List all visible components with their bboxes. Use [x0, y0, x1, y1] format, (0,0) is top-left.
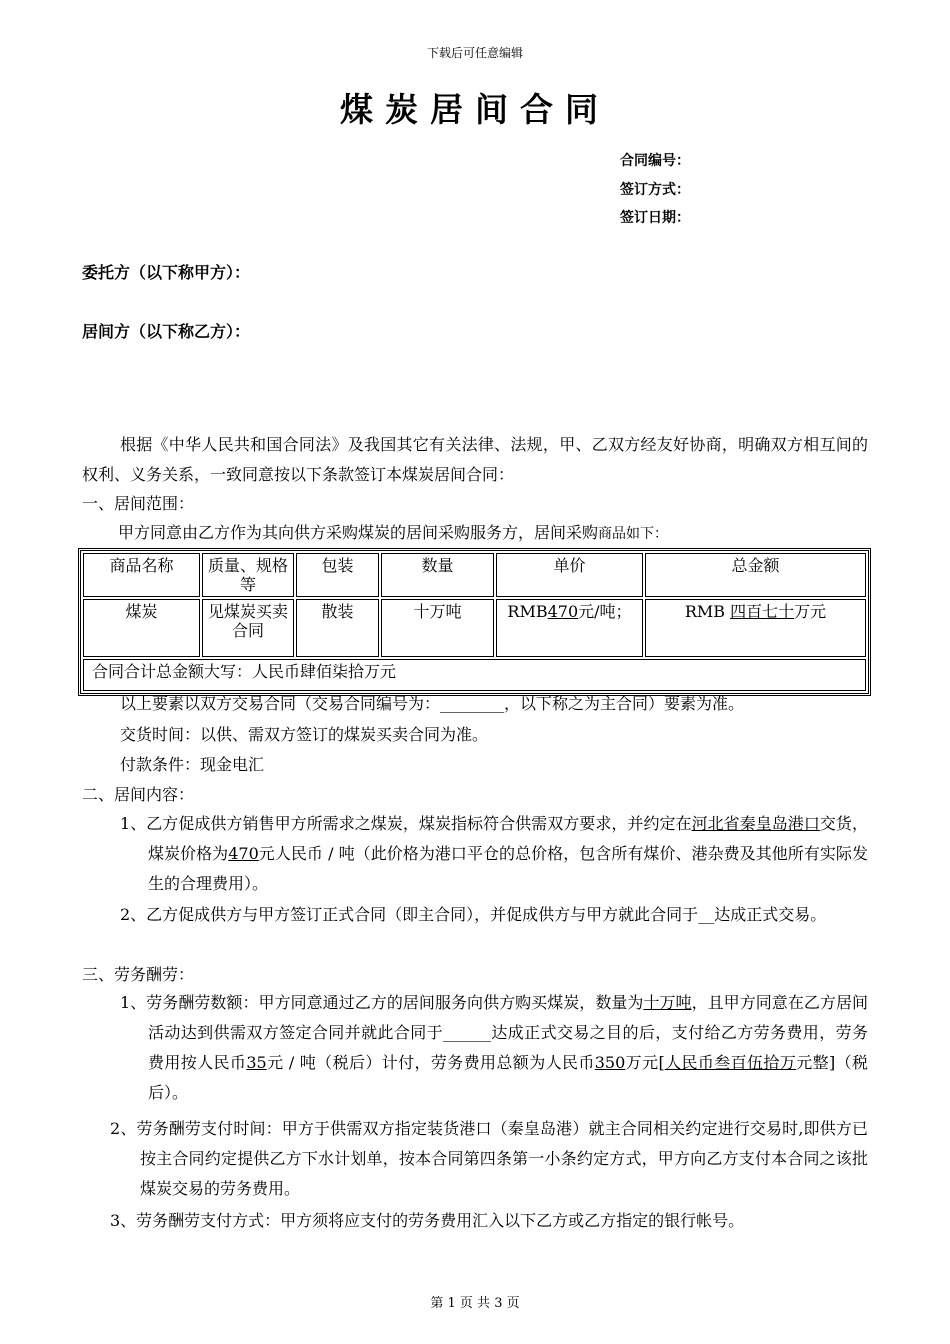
cell-name: 煤炭 — [83, 599, 200, 657]
section-2-heading: 二、居间内容： — [82, 785, 195, 804]
s3-item1-text-d: 元 / 吨（税后）计付，劳务费用总额为人民币 — [266, 1053, 595, 1072]
goods-table — [78, 548, 871, 696]
document-title: 煤炭居间合同 — [340, 90, 610, 129]
price-prefix: RMB — [507, 602, 548, 621]
header-cell-packing: 包装 — [296, 553, 379, 597]
main-contract-text-b: ，以下称之为主合同）要素为准。 — [504, 694, 745, 713]
header-note: 下载后可任意编辑 — [426, 46, 523, 60]
s3-item1-amount: 350 — [594, 1053, 626, 1072]
party-b-label: 居间方（以下称乙方）： — [82, 322, 251, 341]
section-1-intro — [118, 518, 878, 549]
s3-item1-text-b: ，且甲方同意在乙方居间活动达到供需双方签定合同并就此合同于 — [148, 993, 868, 1042]
section-1-intro-text: 甲方同意由乙方作为其向供方采购煤炭的居间采购服务方，居间采购 — [118, 523, 599, 542]
total-in-words: 合同合计总金额大写：人民币肆佰柒拾万元 — [83, 659, 866, 691]
table-row — [83, 599, 866, 657]
header-cell-quality: 质量、规格等 — [202, 553, 294, 597]
total-value: 四百七十 — [730, 602, 795, 621]
section-3-heading: 三、劳务酬劳： — [82, 965, 195, 984]
price-suffix: 元/吨； — [578, 602, 632, 621]
cell-quality: 见煤炭买卖合同 — [202, 599, 294, 657]
header-cell-name: 商品名称 — [83, 553, 200, 597]
cell-quantity: 十万吨 — [381, 599, 494, 657]
section-2-item-2 — [120, 900, 868, 930]
s3-item1-text-e: 万元[ — [625, 1053, 665, 1072]
total-suffix: 万元 — [794, 602, 827, 621]
payment-terms-line: 付款条件：现金电汇 — [120, 755, 265, 774]
s2-item1-text-c: 元人民币 / 吨（此价格为港口平仓的总价格，包含所有煤价、港杂费及其他所有实际发生的合理费用）。 — [148, 844, 868, 893]
section-3-item-2: 2、劳务酬劳支付时间：甲方于供需双方指定装货港口（秦皇岛港）就主合同相关约定进行交易时,即供方已按主合同约定提供乙方下水计划单，按本合同第四条第一小条约定方式，甲方向乙方支付本合同之该批煤炭交易的劳务费用。 — [110, 1119, 868, 1198]
section-1-heading: 一、居间范围： — [82, 494, 195, 513]
cell-unit-price — [496, 599, 643, 657]
section-2-item-1 — [120, 809, 868, 899]
page-footer: 第 1 页 共 3 页 — [430, 1296, 520, 1311]
delivery-time-line: 交货时间：以供、需双方签订的煤炭买卖合同为准。 — [120, 725, 489, 744]
table-header-row — [83, 553, 866, 597]
sign-date-label: 签订日期： — [620, 210, 690, 226]
s2-item2-text-b: 达成正式交易。 — [714, 905, 827, 924]
header-cell-total: 总金额 — [645, 553, 866, 597]
s2-item1-text-a: 1、乙方促成供方销售甲方所需求之煤炭，煤炭指标符合供需双方要求，并约定在 — [120, 814, 692, 833]
s2-item1-text-b: 交货，煤炭价格为 — [148, 814, 868, 863]
header-cell-unit-price: 单价 — [496, 553, 643, 597]
cell-total — [645, 599, 866, 657]
s2-item2-text-a: 2、乙方促成供方与甲方签订正式合同（即主合同），并促成供方与甲方就此合同于 — [120, 905, 699, 924]
total-prefix: RMB — [684, 602, 731, 621]
section-3-item-3: 3、劳务酬劳支付方式：甲方须将应支付的劳务费用汇入以下乙方或乙方指定的银行帐号。 — [110, 1211, 745, 1230]
s3-item1-blank: ______ — [443, 1023, 492, 1042]
sign-method-label: 签订方式： — [620, 182, 690, 198]
s3-item1-amount-words: 人民币叁百伍拾万 — [664, 1053, 797, 1072]
section-1-intro-tail: 商品如下： — [598, 526, 669, 542]
intro-paragraph: 根据《中华人民共和国合同法》及我国其它有关法律、法规，甲、乙双方经友好协商，明确双方相互间的权利、义务关系，一致同意按以下条款签订本煤炭居间合同： — [82, 435, 868, 484]
s3-item1-quantity: 十万吨 — [643, 993, 692, 1012]
header-cell-quantity: 数量 — [381, 553, 494, 597]
s3-item1-rate: 35 — [246, 1053, 267, 1072]
s3-item1-text-c: 达成正式交易之目的后，支付给乙方劳务费用，劳务费用按人民币 — [148, 1023, 868, 1072]
price-value: 470 — [547, 602, 579, 621]
cell-packing: 散装 — [296, 599, 379, 657]
main-contract-text-a: 以上要素以双方交易合同（交易合同编号为： — [120, 694, 441, 713]
s3-item1-text-f: 元整]（税后）。 — [148, 1053, 868, 1102]
section-3-item-1 — [120, 988, 868, 1108]
s2-item2-blank: __ — [698, 905, 715, 924]
s3-item1-text-a: 1、劳务酬劳数额：甲方同意通过乙方的居间服务向供方购买煤炭，数量为 — [120, 993, 644, 1012]
party-a-label: 委托方（以下称甲方）： — [82, 263, 251, 282]
contract-number-label: 合同编号： — [620, 153, 690, 169]
main-contract-line — [120, 689, 744, 719]
s2-item1-port: 河北省秦皇岛港口 — [691, 814, 820, 833]
table-total-row — [83, 659, 866, 691]
s2-item1-price: 470 — [228, 844, 259, 863]
main-contract-blank: ________ — [440, 694, 505, 713]
